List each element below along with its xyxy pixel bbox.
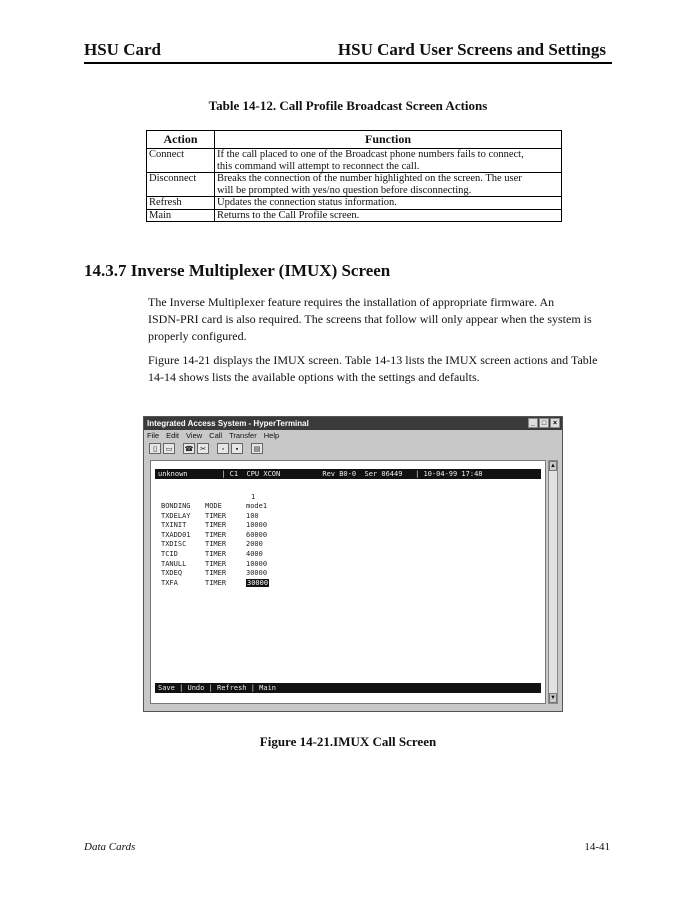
action-cell: Disconnect (147, 173, 215, 197)
toolbar (149, 443, 263, 454)
setting-name: TXDISC (161, 540, 187, 549)
setting-type: TIMER (205, 559, 227, 568)
new-icon[interactable]: ▯ (149, 443, 161, 454)
table-caption: Table 14-12. Call Profile Broadcast Screen Actions (208, 98, 488, 113)
setting-value[interactable]: 10000 (246, 559, 268, 568)
function-line: this command will attempt to reconnect the call. (217, 160, 420, 172)
setting-name: TANULL (161, 559, 187, 568)
connect-icon[interactable]: ☎ (184, 445, 194, 453)
action-cell: Main (147, 209, 215, 222)
setting-name: TCID (161, 550, 178, 558)
table-row (147, 173, 562, 197)
header-rule (84, 62, 612, 64)
footer-left: Data Cards (84, 841, 136, 853)
table-row (147, 149, 562, 173)
setting-type: MODE (205, 502, 222, 510)
column-header-function: Function (215, 131, 562, 149)
menu-help[interactable]: Help (263, 431, 280, 440)
setting-value[interactable]: 30000 (246, 569, 268, 578)
setting-type: TIMER (205, 530, 227, 539)
table-row (147, 197, 562, 210)
menu-transfer[interactable]: Transfer (229, 431, 257, 440)
window-title: Integrated Access System - HyperTerminal (147, 419, 309, 428)
setting-value[interactable]: 30000 (247, 578, 269, 587)
disconnect-icon[interactable]: ✂ (197, 443, 209, 454)
setting-value[interactable]: 10000 (246, 521, 268, 530)
function-cell (215, 209, 562, 222)
menu-call[interactable]: Call (209, 431, 223, 440)
function-line: Updates the connection status information. (217, 197, 397, 208)
setting-value[interactable]: 60000 (246, 530, 268, 539)
function-cell (215, 149, 562, 173)
terminal-area[interactable] (150, 460, 546, 704)
setting-type: TIMER (205, 511, 227, 520)
section-title: 14.3.7 Inverse Multiplexer (IMUX) Screen (84, 261, 391, 280)
actions-table (146, 130, 562, 222)
paragraph-line: 14-14 shows lists the available options with the settings and defaults. (148, 370, 480, 384)
function-line: Returns to the Call Profile screen. (217, 209, 360, 221)
setting-value[interactable]: 4000 (246, 550, 263, 558)
scroll-down-icon[interactable]: ▼ (550, 695, 556, 701)
setting-name: TXINIT (161, 521, 187, 530)
setting-name: TXADD01 (161, 530, 191, 539)
setting-name: TXFA (161, 578, 178, 587)
receive-icon[interactable]: ▪ (231, 443, 243, 454)
setting-name: TXDEQ (161, 569, 183, 578)
function-line: will be prompted with yes/no question before disconnecting. (217, 184, 472, 196)
menu-file[interactable]: File (147, 431, 160, 440)
paragraph-line: Figure 14-21 displays the IMUX screen. Table 14-13 lists the IMUX screen actions and Table (148, 353, 598, 367)
function-cell (215, 197, 562, 210)
terminal-status-line: unknown | C1 CPU XCON Rev B0-0 Ser 06449 | 10-04-99 17:48 (155, 469, 541, 479)
function-cell (215, 173, 562, 197)
menu-view[interactable]: View (186, 431, 203, 440)
setting-value[interactable]: 100 (246, 511, 259, 520)
setting-name: BONDING (161, 502, 191, 510)
setting-name: TXDELAY (161, 511, 191, 520)
paragraph-2 (148, 352, 614, 386)
close-icon[interactable]: × (550, 418, 560, 428)
setting-value[interactable]: mode1 (246, 502, 268, 510)
table-row (147, 209, 562, 222)
open-icon[interactable]: ▭ (163, 443, 175, 454)
properties-icon[interactable]: ▤ (251, 443, 263, 454)
setting-type: TIMER (205, 550, 227, 558)
function-line: Breaks the connection of the number highlighted on the screen. The user (217, 173, 522, 184)
header-right: HSU Card User Screens and Settings (337, 40, 606, 59)
setting-value[interactable]: 2000 (246, 540, 263, 549)
send-icon[interactable]: ▫ (217, 443, 229, 454)
setting-type: TIMER (205, 569, 227, 578)
maximize-icon[interactable]: □ (539, 418, 549, 428)
figure-caption: Figure 14-21.IMUX Call Screen (259, 734, 437, 749)
footer-right: 14-41 (584, 841, 610, 853)
action-cell: Connect (147, 149, 215, 173)
setting-type: TIMER (205, 521, 227, 530)
setting-type: TIMER (205, 578, 227, 587)
function-line: If the call placed to one of the Broadcast phone numbers fails to connect, (217, 149, 524, 160)
paragraph-line: The Inverse Multiplexer feature requires the installation of appropriate firmware. An (148, 295, 555, 309)
window-titlebar (144, 417, 562, 430)
column-header-action: Action (147, 131, 215, 149)
header-left: HSU Card (84, 40, 161, 59)
minimize-icon[interactable]: _ (528, 418, 538, 428)
paragraph-line: properly configured. (148, 329, 247, 343)
paragraph-line: ISDN-PRI card is also required. The screens that follow will only appear when the system is (148, 312, 592, 326)
scroll-up-icon[interactable]: ▲ (550, 463, 556, 469)
menu-bar (147, 431, 279, 440)
menu-edit[interactable]: Edit (166, 431, 180, 440)
action-cell: Refresh (147, 197, 215, 210)
setting-type: TIMER (205, 540, 227, 549)
paragraph-1 (148, 294, 614, 345)
scrollbar[interactable] (548, 460, 558, 704)
column-header: 1 (251, 493, 256, 501)
command-line[interactable]: Save | Undo | Refresh | Main (155, 683, 541, 693)
hyperterminal-window (143, 416, 563, 712)
